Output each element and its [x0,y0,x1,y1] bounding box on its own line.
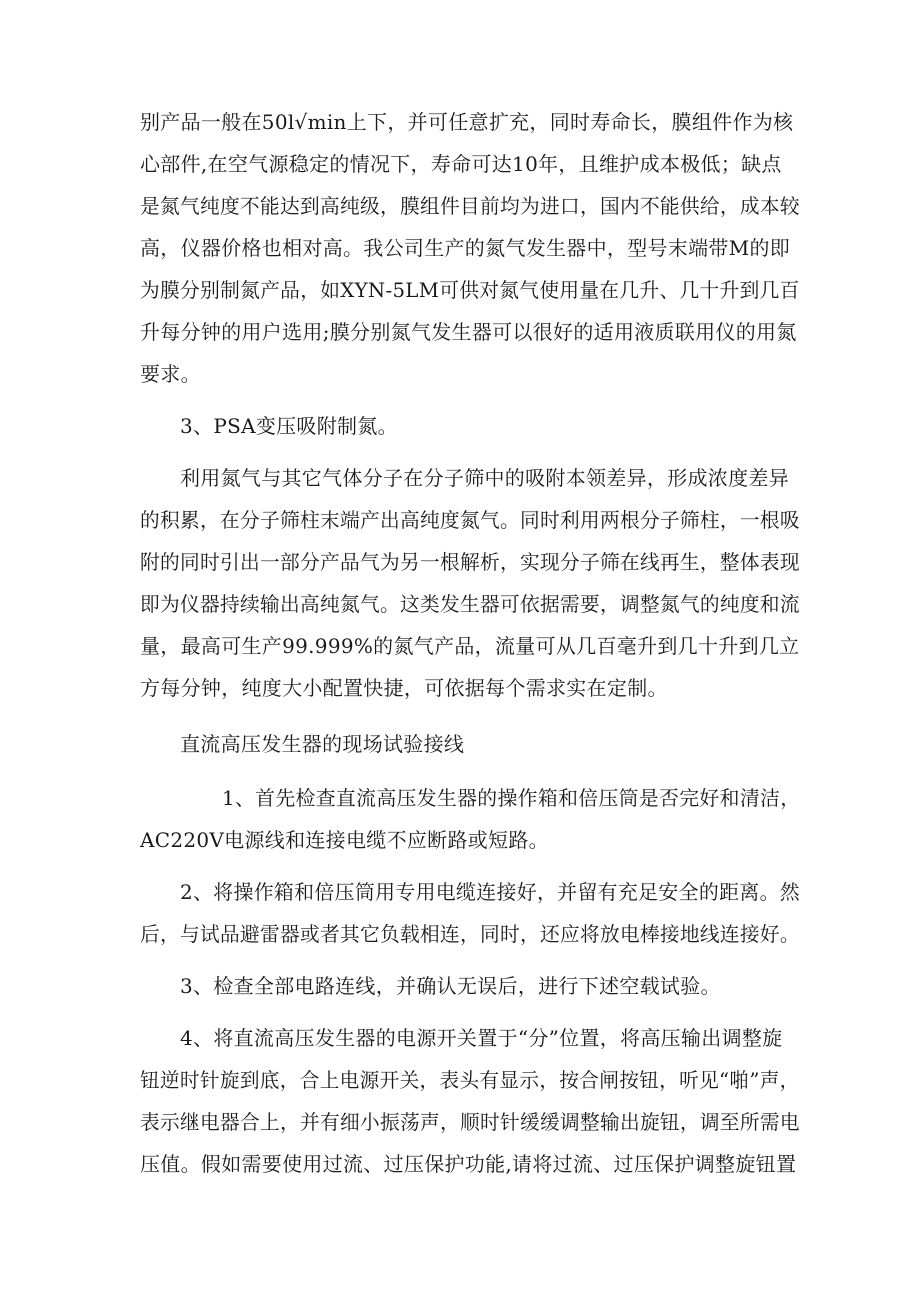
paragraph-2-line: 方每分钟，纯度大小配置快捷，可依据每个需求实在定制。 [140,676,668,700]
paragraph-2-line: 量，最高可生产99.999%的氮气产品，流量可从几百毫升到几十升到几立 [140,634,800,658]
paragraph-2-line: 即为仪器持续输出高纯氮气。这类发生器可依据需要，调整氮气的纯度和流 [140,592,800,616]
paragraph-1-line: 高，仪器价格也相对高。我公司生产的氮气发生器中，型号末端带M的即 [140,236,791,260]
paragraph-2-line: 的积累，在分子筛柱末端产出高纯度氮气。同时利用两根分子筛柱，一根吸 [140,508,800,532]
step-2-line: 2、将操作箱和倍压筒用专用电缆连接好，并留有充足安全的距离。然 [180,880,801,904]
paragraph-1-line: 心部件,在空气源稳定的情况下，寿命可达10年，且维护成本极低；缺点 [140,152,782,176]
step-4-line: 压值。假如需要使用过流、过压保护功能,请将过流、过压保护调整旋钮置 [140,1152,797,1176]
step-4-line: 钮逆时针旋到底，合上电源开关，表头有显示，按合闸按钮，听见“啪”声， [140,1068,800,1092]
paragraph-2-line: 附的同时引出一部分产品气为另一根解析，实现分子筛在线再生，整体表现 [140,550,800,574]
section-title: 直流高压发生器的现场试验接线 [180,732,465,756]
step-3-line: 3、检查全部电路连线，并确认无误后，进行下述空载试验。 [180,974,721,998]
step-4-line: 表示继电器合上，并有细小振荡声，顺时针缓缓调整输出旋钮，调至所需电 [140,1110,800,1134]
paragraph-1-line: 要求。 [140,362,201,386]
paragraph-1-line: 为膜分别制氮产品，如XYN-5LM可供对氮气使用量在几升、几十升到几百 [140,278,800,302]
paragraph-1-line: 升每分钟的用户选用;膜分别氮气发生器可以很好的适用液质联用仪的用氮 [140,320,797,344]
psa-heading: 3、PSA变压吸附制氮。 [180,414,398,438]
paragraph-2-line: 利用氮气与其它气体分子在分子筛中的吸附本领差异，形成浓度差异 [180,466,789,490]
step-2-line: 后，与试品避雷器或者其它负载相连，同时，还应将放电棒接地线连接好。 [140,922,800,946]
step-1-line: 1、首先检查直流高压发生器的操作箱和倍压筒是否完好和清洁， [222,786,801,810]
step-1-line: AC220V电源线和连接电缆不应断路或短路。 [140,828,549,852]
paragraph-1-line: 别产品一般在50l√min上下，并可任意扩充，同时寿命长，膜组件作为核 [140,110,794,134]
paragraph-1-line: 是氮气纯度不能达到高纯级，膜组件目前均为进口，国内不能供给，成本较 [140,194,800,218]
step-4-line: 4、将直流高压发生器的电源开关置于“分”位置，将高压输出调整旋 [180,1026,783,1050]
